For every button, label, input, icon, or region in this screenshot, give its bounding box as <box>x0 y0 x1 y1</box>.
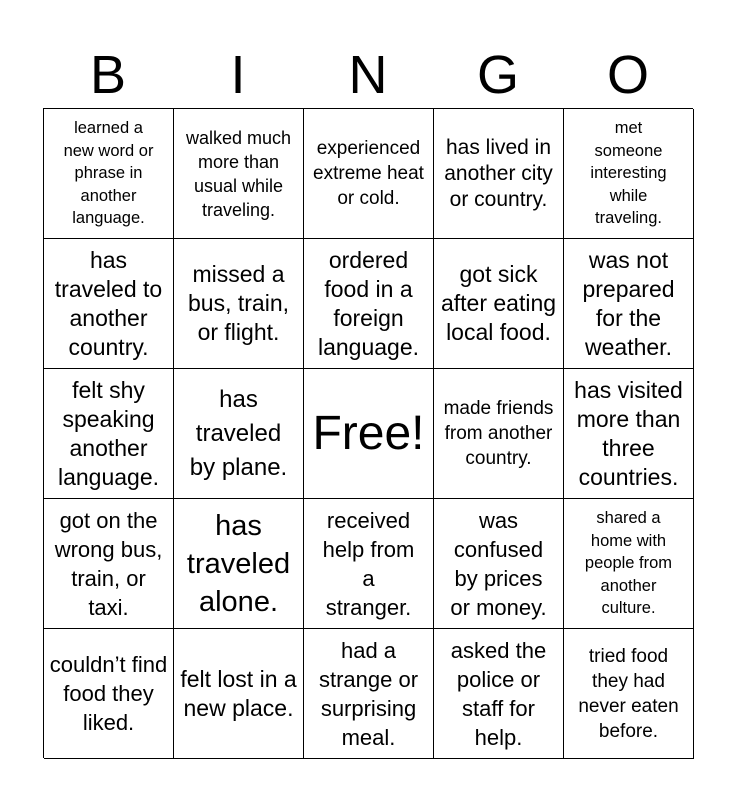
cell-text: ordered food in a foreign language. <box>317 246 420 360</box>
header-letter-o: O <box>606 45 649 105</box>
bingo-cell[interactable] <box>44 499 174 629</box>
bingo-cell[interactable] <box>434 369 564 499</box>
cell-text: tried food they had never eaten before. <box>578 645 679 742</box>
cell-text: asked the police or staff for help. <box>450 637 547 750</box>
cell-text: had a strange or surprising meal. <box>318 637 419 750</box>
cell-text: got sick after eating local food. <box>440 261 557 345</box>
header-letter-b: B <box>89 45 127 105</box>
cell-text: felt shy speaking another language. <box>57 376 160 490</box>
cell-text: has traveled alone. <box>186 509 291 618</box>
header-letter-n: N <box>348 45 388 105</box>
bingo-cell[interactable] <box>304 109 434 239</box>
bingo-cell[interactable] <box>434 629 564 759</box>
cell-text: shared a home with people from another culture. <box>584 509 673 618</box>
bingo-cell[interactable] <box>564 499 694 629</box>
bingo-cell[interactable] <box>44 109 174 239</box>
bingo-cell[interactable] <box>434 239 564 369</box>
cell-text: met someone interesting while traveling. <box>590 119 667 228</box>
bingo-cell[interactable] <box>174 239 304 369</box>
bingo-cell[interactable] <box>564 109 694 239</box>
free-space-text: Free! <box>312 406 425 460</box>
bingo-cell[interactable] <box>564 239 694 369</box>
bingo-cell[interactable] <box>174 499 304 629</box>
bingo-cell[interactable] <box>434 499 564 629</box>
cell-text: walked much more than usual while traveling. <box>185 127 292 220</box>
bingo-cell[interactable] <box>44 369 174 499</box>
cell-text: couldn’t find food they liked. <box>49 652 168 735</box>
cell-text: experienced extreme heat or cold. <box>313 138 424 209</box>
cell-text: has lived in another city or country. <box>444 135 553 211</box>
cell-text: has traveled by plane. <box>189 385 288 481</box>
cell-text: missed a bus, train, or flight. <box>188 261 289 345</box>
header-letter-g: G <box>476 45 519 105</box>
bingo-header <box>43 42 693 108</box>
cell-text: has visited more than three countries. <box>574 376 683 490</box>
bingo-cell[interactable] <box>304 239 434 369</box>
cell-text: felt lost in a new place. <box>180 665 297 721</box>
bingo-cell[interactable] <box>44 629 174 759</box>
bingo-cell[interactable] <box>174 109 304 239</box>
cell-text: received help from a stranger. <box>322 507 415 620</box>
cell-text: learned a new word or phrase in another language. <box>63 119 154 228</box>
bingo-card-grid <box>43 108 693 758</box>
bingo-cell[interactable] <box>174 369 304 499</box>
cell-text: got on the wrong bus, train, or taxi. <box>54 507 163 620</box>
bingo-cell[interactable] <box>174 629 304 759</box>
header-letter-i: I <box>230 45 246 105</box>
cell-text: has traveled to another country. <box>54 246 163 360</box>
bingo-cell[interactable] <box>564 369 694 499</box>
cell-text: was confused by prices or money. <box>450 507 547 620</box>
free-space[interactable] <box>304 369 434 499</box>
bingo-cell[interactable] <box>44 239 174 369</box>
bingo-cell[interactable] <box>434 109 564 239</box>
bingo-cell[interactable] <box>304 499 434 629</box>
bingo-cell[interactable] <box>304 629 434 759</box>
cell-text: was not prepared for the weather. <box>582 246 675 360</box>
bingo-cell[interactable] <box>564 629 694 759</box>
cell-text: made friends from another country. <box>443 398 554 469</box>
